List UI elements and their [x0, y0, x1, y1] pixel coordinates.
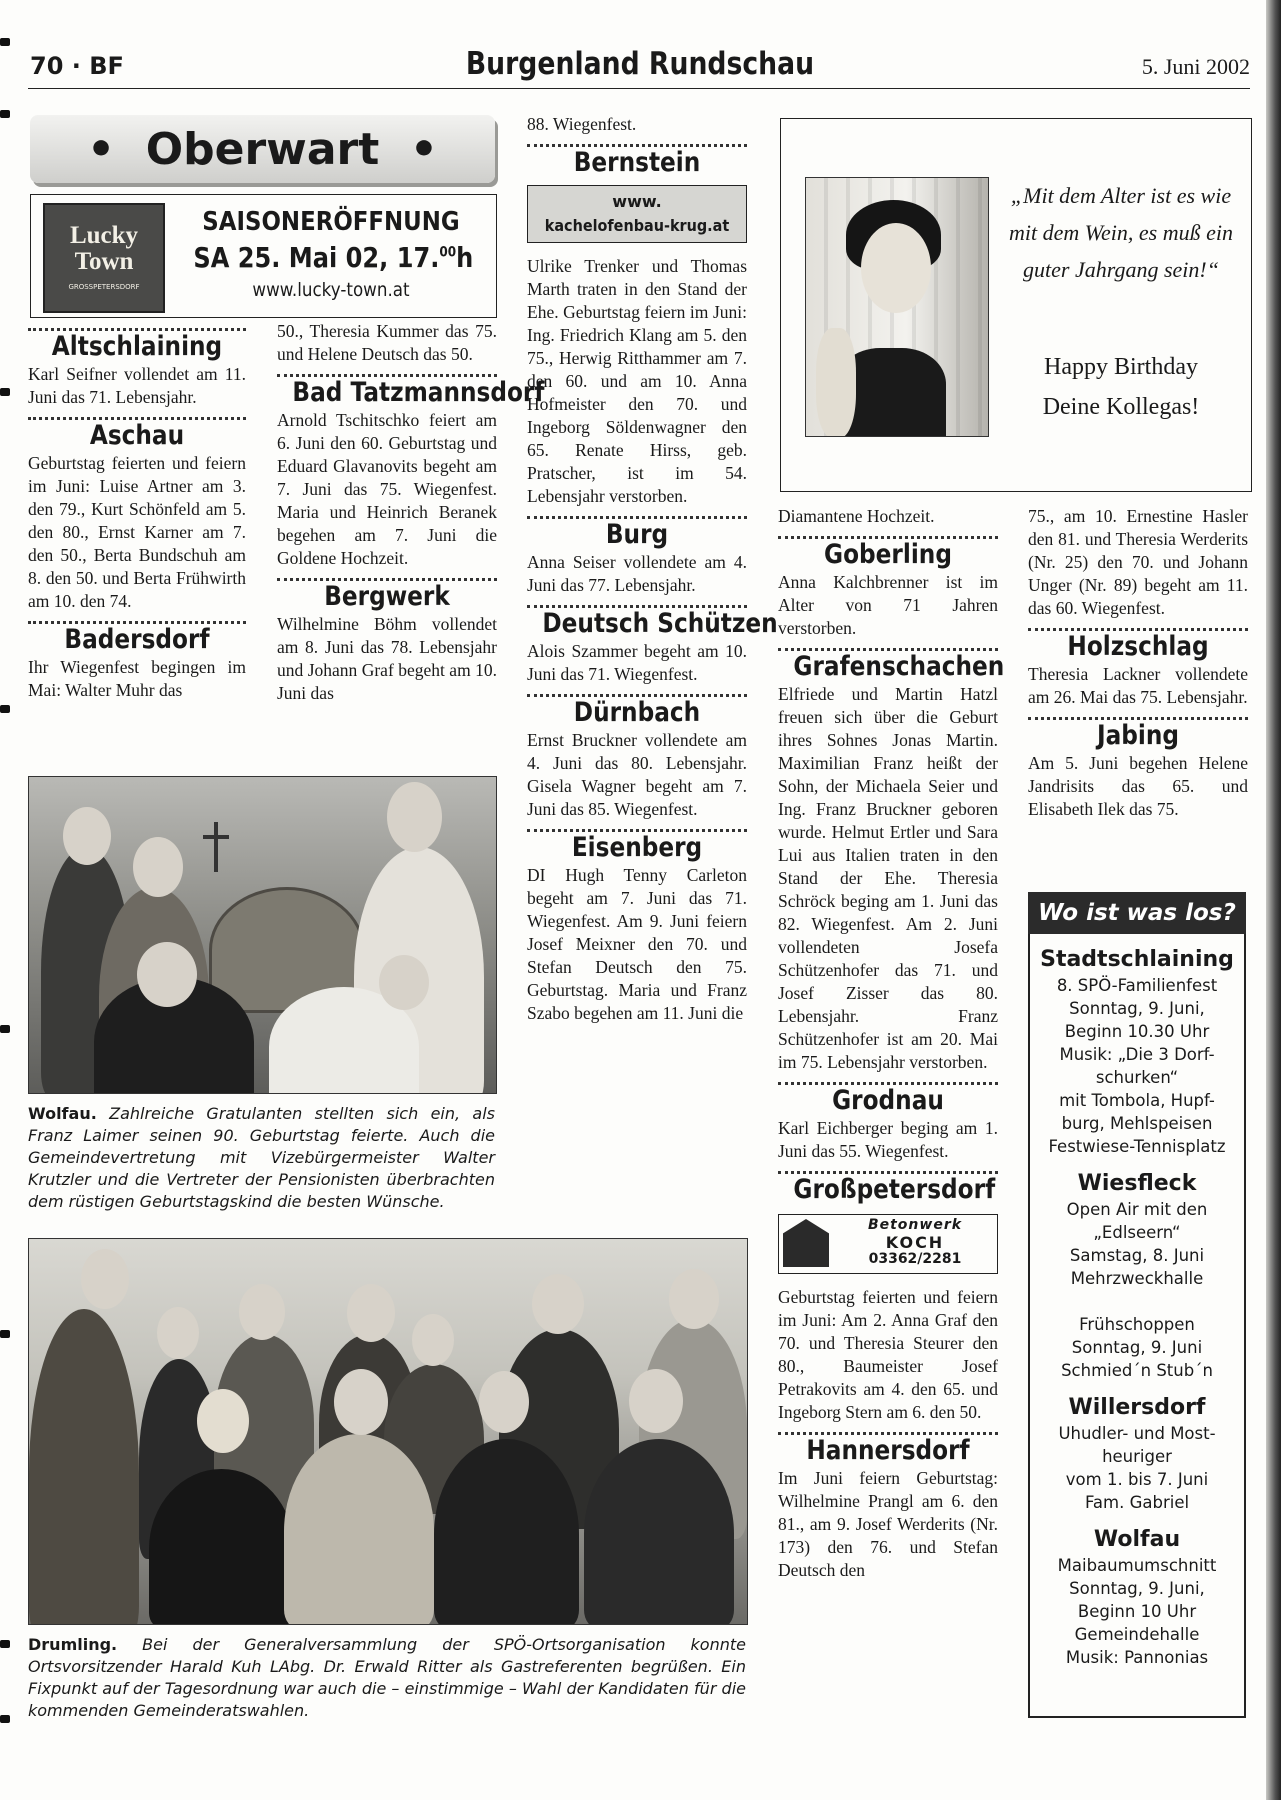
text-col2-lead: 50., Theresia Kummer das 75. und Helene Deutsch das 50. [277, 321, 497, 364]
margin-mark [0, 1330, 10, 1338]
event-text-willersdorf: Uhudler- und Most- heuriger vom 1. bis 7. Juni Fam. Gabriel [1058, 1424, 1216, 1512]
event-heading-stadtschlaining: Stadtschlaining [1040, 947, 1234, 972]
text-grosspetersdorf: Geburtstag feierten und feiern im Juni: Am 2. Anna Graf den 70. und Theresia Steurer den 80., Baumeister Josef Petrakovits am 4. den 65. und Ingeborg Stern am 6. den 50. [778, 1287, 998, 1422]
logo-line1: Lucky [69, 222, 139, 249]
column-2 [277, 320, 545, 705]
heading-goberling: Goberling [824, 539, 952, 570]
heading-altschlaining: Altschlaining [51, 331, 223, 362]
page-edge-shadow [1266, 0, 1281, 1800]
ad-lucky-town[interactable] [30, 194, 497, 318]
photo-wolfau [28, 776, 497, 1094]
text-deutsch-schuetzen: Alois Szammer begeht am 10. Juni das 71. Wiegenfest. [527, 641, 747, 684]
birthday-photo [805, 177, 989, 437]
margin-mark [0, 1025, 10, 1033]
text-bad-tatzmannsdorf: Arnold Tschitschko feiert am 6. Juni den 60. Geburtstag und Eduard Glavanovits begeht am 7. Juni das 75. Wiegenfest. Maria und Heinrich Beranek begehen am 7. Juni die Goldene Hochzeit. [277, 410, 497, 568]
birthday-quote: „Mit dem Alter ist es wie mit dem Wein, es muß ein guter Jahrgang sein!“ [1008, 183, 1234, 282]
text-col5-lead: 75., am 10. Ernestine Hasler den 81. und Theresia Werderits (Nr. 25) den 70. und Johann Unger (Nr. 89) begeht am 11. das 60. Wiegenfest. [1028, 506, 1248, 618]
ad-kachelofenbau[interactable] [527, 185, 747, 243]
margin-mark [0, 1640, 10, 1648]
text-grodnau: Karl Eichberger beging am 1. Juni das 55. Wiegenfest. [778, 1118, 998, 1161]
newspaper-title: Burgenland Rundschau [465, 46, 815, 82]
event-heading-willersdorf: Willersdorf [1068, 1395, 1206, 1420]
caption-place: Drumling. [28, 1635, 118, 1654]
issue-date: 5. Juni 2002 [1141, 54, 1250, 79]
heading-hannersdorf: Hannersdorf [806, 1435, 970, 1466]
heading-eisenberg: Eisenberg [571, 832, 703, 863]
margin-mark [0, 388, 10, 396]
heading-bernstein: Bernstein [573, 147, 701, 178]
birthday-greeting-2: Deine Kollegas! [1042, 394, 1200, 420]
caption-wolfau [28, 1103, 495, 1213]
heading-grodnau: Grodnau [832, 1085, 944, 1116]
lucky-town-logo [43, 203, 165, 313]
events-list [1030, 946, 1244, 1669]
text-bergwerk: Wilhelmine Böhm vollendet am 8. Juni das 78. Lebensjahr und Johann Graf begeht am 10. Juni das [277, 614, 497, 703]
caption-text: Bei der Generalversammlung der SPÖ-Ortsorganisation konnte Ortsvorsitzender Harald Kuh LAbg. Dr. Erwald Ritter als Gastreferenten begrüßen. Ein Fixpunkt auf der Tagesordnung war auch die – einstimmige – Wahl der Kandidaten für die kommenden Gemeinderatswahlen. [28, 1635, 746, 1720]
text-jabing: Am 5. Juni begehen Helene Jandrisits das 65. und Elisabeth Ilek das 75. [1028, 753, 1248, 819]
heading-badersdorf: Badersdorf [64, 624, 210, 655]
page-number: 70 · BF [30, 52, 124, 80]
text-goberling: Anna Kalchbrenner ist im Alter von 71 Jahren verstorben. [778, 572, 998, 638]
heading-duernbach: Dürnbach [573, 697, 701, 728]
logo-line2: Town [74, 248, 134, 275]
margin-mark [0, 110, 10, 118]
text-duernbach: Ernst Bruckner vollendete am 4. Juni das 80. Lebensjahr. Gisela Wagner begeht am 7. Juni das 85. Wiegenfest. [527, 730, 747, 819]
text-altschlaining: Karl Seifner vollendet am 11. Juni das 71. Lebensjahr. [28, 364, 246, 407]
heading-grosspetersdorf: Großpetersdorf [793, 1174, 996, 1205]
section-banner: • Oberwart • [30, 115, 495, 183]
text-col3-lead: 88. Wiegenfest. [527, 114, 637, 134]
photo-drumling [28, 1238, 748, 1625]
events-title: Wo ist was los? [1028, 892, 1246, 934]
text-aschau: Geburtstag feierten und feiern im Juni: Luise Artner am 3. den 79., Kurt Schönfeld am 5. den 80., Ernst Karner am 7. den 50., Berta Bundschuh am 8. den 50. und Berta Frühwirth am 10. den 74. [28, 453, 246, 611]
ad-kachel-url: kachelofenbau-krug.at [544, 216, 730, 235]
ad-date [193, 241, 474, 274]
ad-url[interactable]: www.lucky-town.at [252, 279, 410, 301]
event-heading-wiesfleck: Wiesfleck [1077, 1171, 1197, 1196]
ad-beton-line2: KOCH [885, 1233, 945, 1252]
betonwerk-logo-icon [783, 1219, 829, 1267]
text-hannersdorf: Im Juni feiern Geburtstag: Wilhelmine Prangl am 6. den 81., am 9. Josef Werderits (Nr. 173) den 76. und Stefan Deutsch den [778, 1468, 998, 1580]
column-1 [28, 328, 246, 702]
text-bernstein: Ulrike Trenker und Thomas Marth traten in den Stand der Ehe. Geburtstag feiern im Juni: Ing. Friedrich Klang am 5. den 75., Herwig Ritthammer am 7. den 60. und am 10. Anna Hofmeister den 70. und Ingeborg Söldenwagner den 65. Renate Hirss, geb. Pratscher, ist im 54. Lebensjahr verstorben. [527, 256, 747, 506]
caption-drumling [28, 1634, 746, 1722]
header-rule [28, 88, 1250, 89]
column-4 [778, 505, 1005, 1582]
heading-bad-tatzmannsdorf: Bad Tatzmannsdorf [292, 377, 545, 408]
ad-beton-phone: 03362/2281 [868, 1251, 962, 1267]
text-grafenschachen: Elfriede und Martin Hatzl freuen sich über die Geburt ihres Sohnes Jonas Martin. Maximilian Franz heißt der Sohn, der Michaela Seier und Ing. Franz Bruckner geboren wurde. Helmut Ertler und Sara Lui aus Italien traten in den Stand der Ehe. Theresia Schröck beging am 1. Juni das 82. Wiegenfest. Am 2. Juni vollendeten Josefa Schützenhofer das 71. und Josef Zisser das 80. Lebensjahr. Franz Schützenhofer ist am 20. Mai im 75. Lebensjahr verstorben. [778, 684, 998, 1072]
heading-jabing: Jabing [1096, 720, 1180, 751]
ad-headline: SAISONERÖFFNUNG [202, 207, 460, 237]
ad-beton-line1: Betonwerk [867, 1217, 963, 1233]
ad-kachel-line1: www. [612, 192, 662, 211]
caption-text: Zahlreiche Gratulanten stellten sich ein, als Franz Laimer seinen 90. Geburtstag feierte. Auch die Gemeindevertretung mit Vizebürgermeister Walter Krutzler und die Vertreter der Pensionisten überbrachten dem rüstigen Geburtstagskind die besten Wünsche. [28, 1104, 495, 1211]
margin-mark [0, 705, 10, 713]
ad-date-main: SA 25. Mai 02, 17. [193, 241, 440, 274]
column-3 [527, 113, 778, 1025]
ad-date-suffix: h [456, 241, 474, 274]
events-box [1028, 892, 1246, 1718]
text-col4-lead: Diamantene Hochzeit. [778, 506, 935, 526]
text-badersdorf: Ihr Wiegenfest begingen im Mai: Walter Muhr das [28, 657, 246, 700]
ad-date-sup: 00 [439, 244, 457, 261]
heading-holzschlag: Holzschlag [1067, 631, 1209, 662]
event-text-wolfau: Maibaumumschnitt Sonntag, 9. Juni, Beginn 10 Uhr Gemeindehalle Musik: Pannonias [1057, 1556, 1217, 1667]
event-text-wiesfleck: Open Air mit den „Edlseern“ Samstag, 8. Juni Mehrzweckhalle Frühschoppen Sonntag, 9. Juni Schmied´n Stub´n [1061, 1200, 1213, 1380]
text-eisenberg: DI Hugh Tenny Carleton begeht am 7. Juni das 71. Wiegenfest. Am 9. Juni feiern Josef Meixner den 70. und Stefan Deutsch den 75. Geburtstag. Maria und Franz Szabo begehen am 11. Juni die [527, 865, 747, 1023]
text-holzschlag: Theresia Lackner vollendete am 26. Mai das 75. Lebensjahr. [1028, 664, 1248, 707]
margin-mark [0, 1715, 10, 1723]
margin-mark [0, 38, 10, 46]
heading-deutsch-schuetzen: Deutsch Schützen [542, 608, 778, 639]
heading-grafenschachen: Grafenschachen [793, 651, 1005, 682]
birthday-greeting-1: Happy Birthday [1044, 354, 1198, 380]
heading-bergwerk: Bergwerk [324, 581, 450, 612]
logo-sub: GROSSPETERSDORF [68, 283, 140, 291]
text-burg: Anna Seiser vollendete am 4. Juni das 77. Lebensjahr. [527, 552, 747, 595]
column-5 [1028, 505, 1248, 821]
heading-aschau: Aschau [89, 420, 185, 451]
heading-burg: Burg [605, 519, 669, 550]
event-text-stadtschlaining: 8. SPÖ-Familienfest Sonntag, 9. Juni, Beginn 10.30 Uhr Musik: „Die 3 Dorf- schurken“ mit Tombola, Hupf- burg, Mehlspeisen Festwiese-Tennisplatz [1048, 976, 1226, 1156]
birthday-box [780, 118, 1252, 492]
event-heading-wolfau: Wolfau [1093, 1527, 1181, 1552]
ad-betonwerk-koch[interactable] [778, 1214, 998, 1274]
caption-place: Wolfau. [28, 1104, 97, 1123]
